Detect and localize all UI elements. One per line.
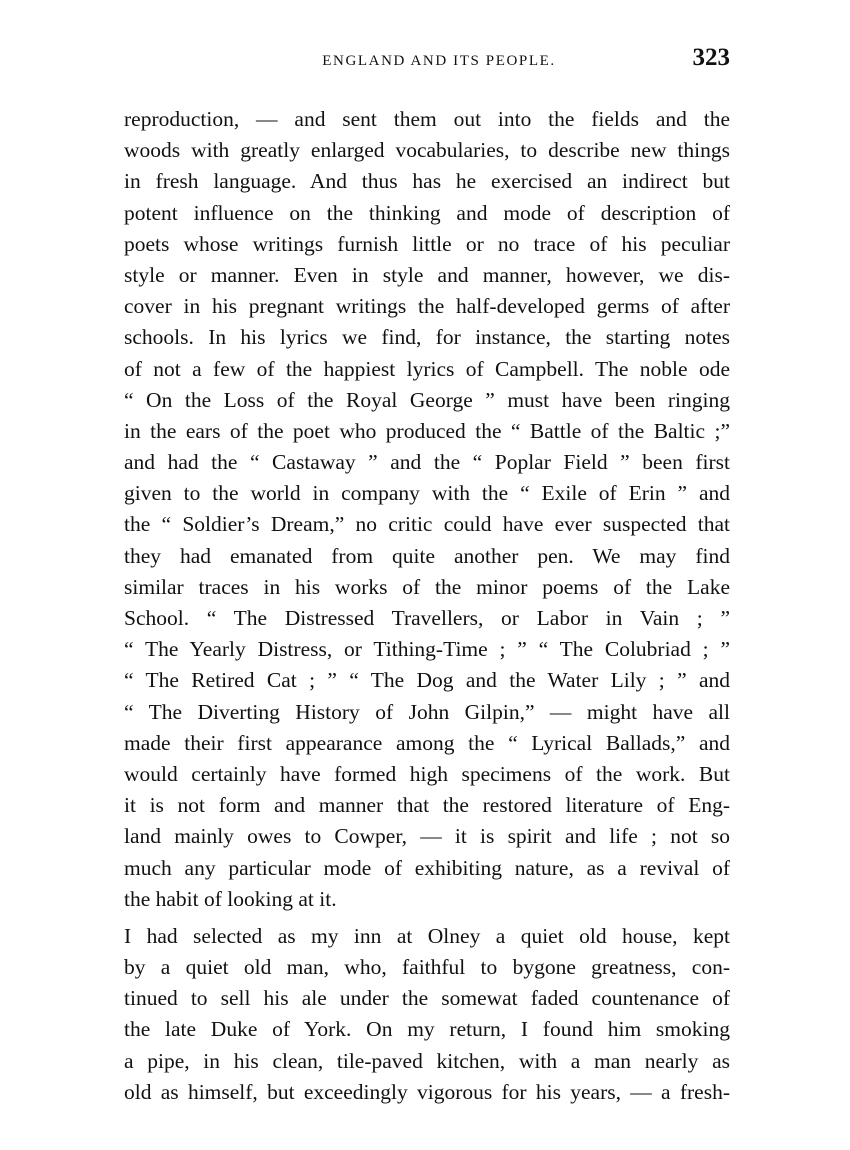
text-line: woods with greatly enlarged vocabularies, to describe new things <box>124 138 730 163</box>
page-number: 323 <box>692 44 730 71</box>
text-line: schools. In his lyrics we find, for instance, the starting notes <box>124 325 730 350</box>
text-line: reproduction, — and sent them out into the fields and the <box>124 107 730 131</box>
text-line: of not a few of the happiest lyrics of Campbell. The noble ode <box>124 356 730 381</box>
text-line: land mainly owes to Cowper, — it is spirit and life ; not so <box>124 824 730 849</box>
text-line: “ The Diverting History of John Gilpin,” — might have all <box>124 699 730 724</box>
text-line: the “ Soldier’s Dream,” no critic could have ever suspected that <box>124 512 730 537</box>
text-line: “ The Yearly Distress, or Tithing-Time ; ” “ The Colubriad ; ” <box>124 637 730 662</box>
text-line: the habit of looking at it. <box>124 886 337 911</box>
text-line: style or manner. Even in style and manner, however, we dis- <box>124 262 730 287</box>
text-line: cover in his pregnant writings the half-developed germs of after <box>124 294 730 319</box>
text-line: similar traces in his works of the minor poems of the Lake <box>124 574 730 599</box>
running-title: ENGLAND AND ITS PEOPLE. <box>322 53 556 69</box>
text-line: in the ears of the poet who produced the “ Battle of the Baltic ;” <box>124 418 730 443</box>
text-line: old as himself, but exceedingly vigorous for his years, — a fresh- <box>124 1079 730 1104</box>
text-line: “ The Retired Cat ; ” “ The Dog and the Water Lily ; ” and <box>124 668 730 693</box>
body-text <box>124 104 730 1108</box>
text-line: made their first appearance among the “ Lyrical Ballads,” and <box>124 730 730 755</box>
text-line: poets whose writings furnish little or no trace of his peculiar <box>124 231 730 256</box>
text-line: the late Duke of York. On my return, I found him smoking <box>124 1017 730 1042</box>
text-line: given to the world in company with the “ Exile of Erin ” and <box>124 481 730 506</box>
text-line: it is not form and manner that the restored literature of Eng- <box>124 793 730 818</box>
text-line: much any particular mode of exhibiting nature, as a revival of <box>124 855 730 880</box>
text-line: and had the “ Castaway ” and the “ Poplar Field ” been first <box>124 450 730 475</box>
text-line: I had selected as my inn at Olney a quiet old house, kept <box>124 923 730 948</box>
text-line: School. “ The Distressed Travellers, or Labor in Vain ; ” <box>124 606 730 630</box>
running-head <box>124 44 730 76</box>
text-line: by a quiet old man, who, faithful to bygone greatness, con- <box>124 955 730 980</box>
text-line: they had emanated from quite another pen. We may find <box>124 543 730 568</box>
text-line: in fresh language. And thus has he exercised an indirect but <box>124 169 730 194</box>
paragraph-1 <box>124 104 730 915</box>
text-line: potent influence on the thinking and mode of description of <box>124 200 730 225</box>
paragraph-2 <box>124 921 730 1108</box>
text-line: tinued to sell his ale under the somewat faded countenance of <box>124 986 730 1011</box>
text-line: a pipe, in his clean, tile-paved kitchen, with a man nearly as <box>124 1048 730 1073</box>
text-line: “ On the Loss of the Royal George ” must have been ringing <box>124 387 730 412</box>
text-line: would certainly have formed high specimens of the work. But <box>124 761 730 786</box>
